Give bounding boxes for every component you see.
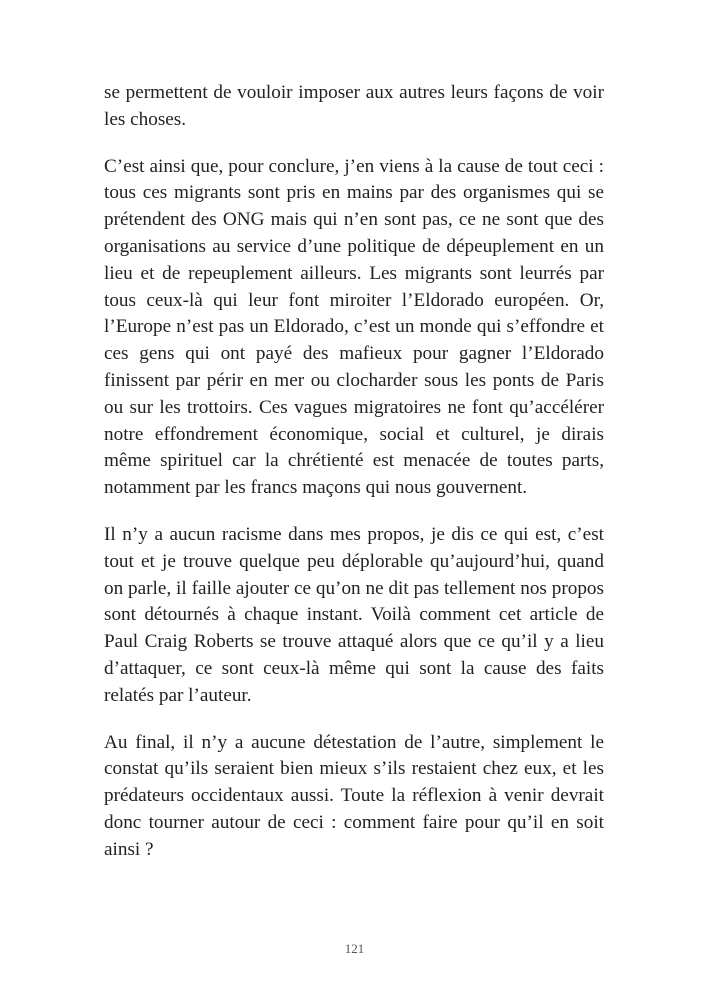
page-number: 121 [344,941,365,956]
page-body [104,80,604,884]
paragraph-conclusion: C’est ainsi que, pour conclure, j’en viens à la cause de tout ceci : tous ces migrants sont pris en mains par des organismes qui se prétendent des ONG mais qui n’en sont pas, ce ne sont que des organisations au service d’une politique de dépeuplement en un lieu et de repeuplement ailleurs. Les migrants sont leurrés par tous ceux-là qui leur font miroiter l’Eldorado européen. Or, l’Europe n’est pas un Eldorado, c’est un monde qui s’effondre et ces gens qui ont payé des mafieux pour gagner l’Eldorado finissent par périr en mer ou clocharder sous les ponts de Paris ou sur les trottoirs. Ces vagues migratoires ne font qu’accélérer notre effondrement économique, social et culturel, je dirais même spirituel car la chrétienté est menacée de toutes parts, notamment par les francs maçons qui nous gouvernent. [104,155,604,499]
paragraph-no-racism: Il n’y a aucun racisme dans mes propos, je dis ce qui est, c’est tout et je trouve quelque peu déplorable qu’aujourd’hui, quand on parle, il faille ajouter ce qu’on ne dit pas tellement nos propos sont détournés à chaque instant. Voilà comment cet article de Paul Craig Roberts se trouve attaqué alors que ce qu’il y a lieu d’attaquer, ce sont ceux-là même qui sont la cause des faits relatés par l’auteur. [104,523,604,706]
paragraph-final: Au final, il n’y a aucune détestation de l’autre, simplement le constat qu’ils seraient bien mieux s’ils restaient chez eux, et les prédateurs occidentaux aussi. Toute la réflexion à venir devrait donc tourner autour de ceci : comment faire pour qu’il en soit ainsi ? [104,731,604,860]
paragraph-continuation: se permettent de vouloir imposer aux autres leurs façons de voir les choses. [104,82,604,130]
